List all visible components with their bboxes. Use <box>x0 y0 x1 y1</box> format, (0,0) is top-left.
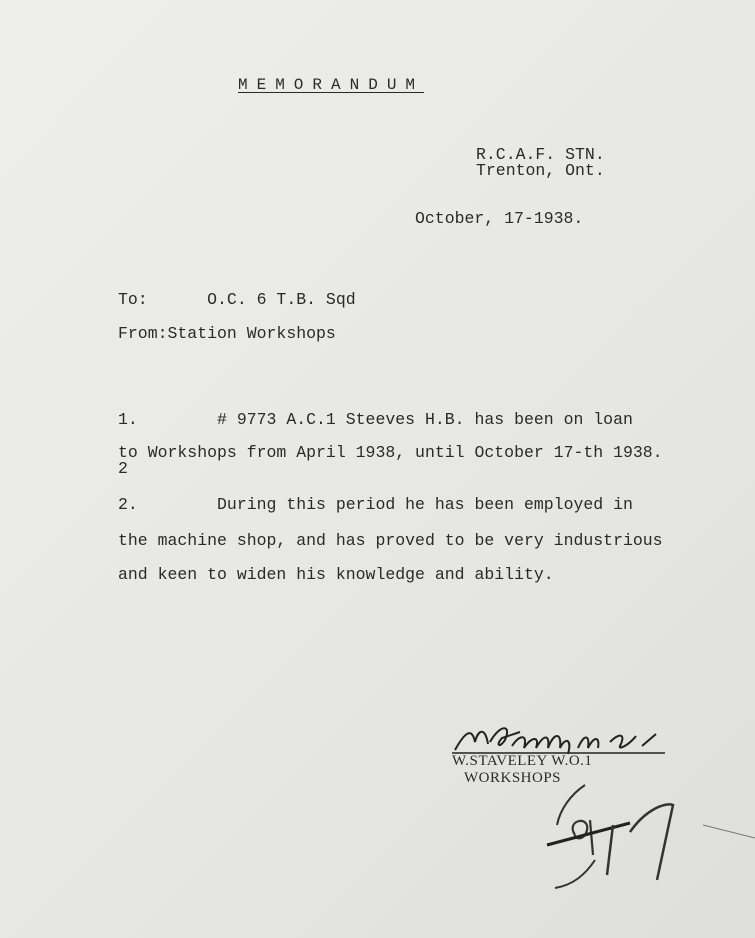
body-line: to Workshops from April 1938, until October 17-th 1938. <box>118 443 663 462</box>
signature-name: W.STAVELEY W.O.1 <box>452 753 593 769</box>
body-line: 2. During this period he has been employed in <box>118 495 633 514</box>
to-line: To: O.C. 6 T.B. Sqd <box>118 290 356 309</box>
from-line: From:Station Workshops <box>118 324 336 343</box>
body-line: 2 <box>118 459 128 478</box>
memo-date: October, 17-1938. <box>415 209 584 228</box>
body-line: and keen to widen his knowledge and ability. <box>118 565 554 584</box>
handwritten-annotation <box>545 780 755 895</box>
station-line-1: R.C.A.F. STN. <box>476 145 605 164</box>
signature-dept: WORKSHOPS <box>464 770 562 786</box>
body-line: 1. # 9773 A.C.1 Steeves H.B. has been on loan <box>118 410 633 429</box>
body-line: the machine shop, and has proved to be very industrious <box>118 531 663 550</box>
station-line-2: Trenton, Ont. <box>476 161 605 180</box>
memo-title: MEMORANDUM <box>238 76 425 94</box>
